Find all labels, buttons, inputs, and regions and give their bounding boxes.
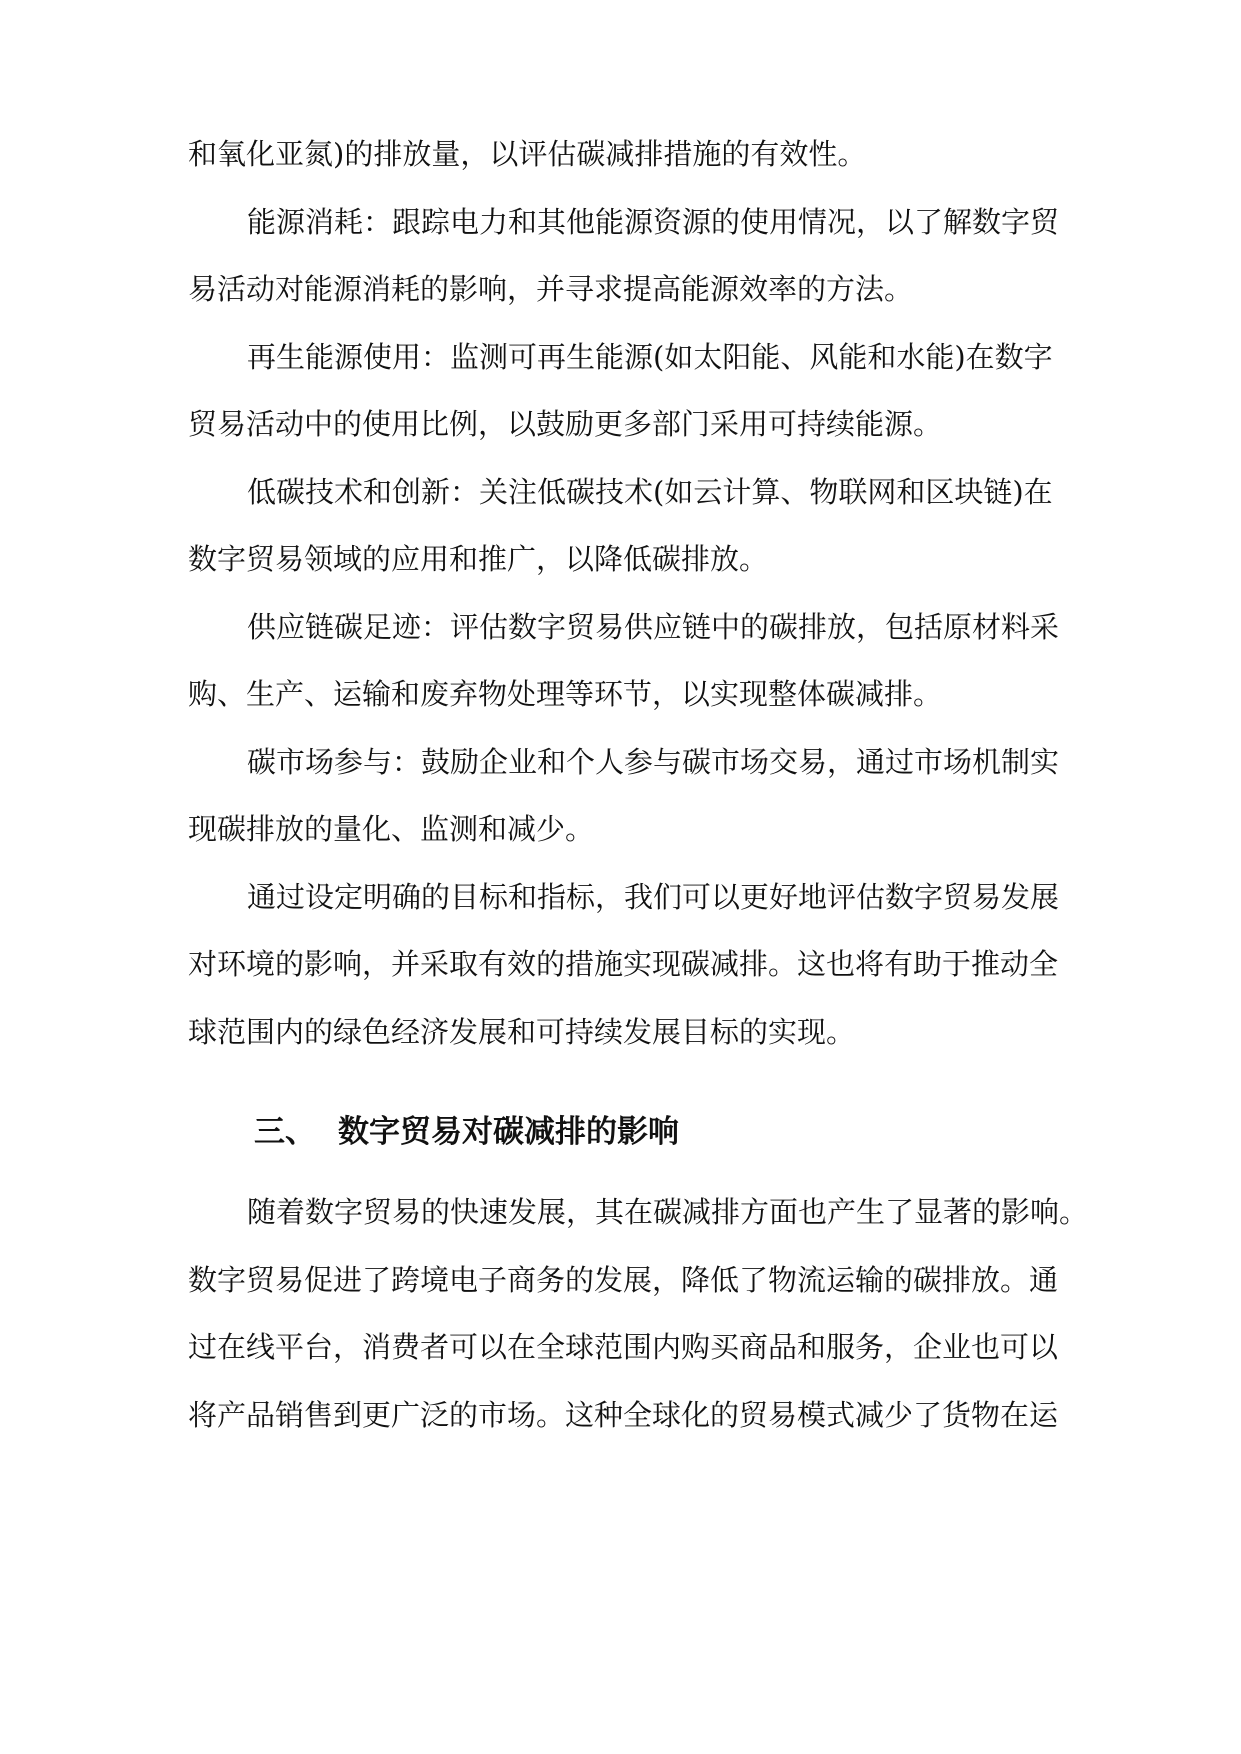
section-heading bbox=[254, 1112, 679, 1152]
paragraph-line: 供应链碳足迹：评估数字贸易供应链中的碳排放，包括原材料采 bbox=[247, 610, 1060, 644]
paragraph-line: 碳市场参与：鼓励企业和个人参与碳市场交易，通过市场机制实 bbox=[247, 745, 1060, 779]
paragraph-line: 购、生产、运输和废弃物处理等环节，以实现整体碳减排。 bbox=[188, 677, 943, 711]
paragraph-line: 再生能源使用：监测可再生能源(如太阳能、风能和水能)在数字 bbox=[247, 340, 1053, 374]
paragraph-line: 随着数字贸易的快速发展，其在碳减排方面也产生了显著的影响。 bbox=[247, 1195, 1089, 1229]
paragraph-line: 将产品销售到更广泛的市场。这种全球化的贸易模式减少了货物在运 bbox=[188, 1398, 1059, 1432]
paragraph-line: 数字贸易促进了跨境电子商务的发展，降低了物流运输的碳排放。通 bbox=[188, 1263, 1059, 1297]
paragraph-line: 易活动对能源消耗的影响，并寻求提高能源效率的方法。 bbox=[188, 272, 914, 306]
paragraph-line: 现碳排放的量化、监测和减少。 bbox=[188, 812, 595, 846]
paragraph-line: 对环境的影响，并采取有效的措施实现碳减排。这也将有助于推动全 bbox=[188, 947, 1059, 981]
paragraph-line: 低碳技术和创新：关注低碳技术(如云计算、物联网和区块链)在 bbox=[247, 475, 1053, 509]
paragraph-line: 球范围内的绿色经济发展和可持续发展目标的实现。 bbox=[188, 1015, 856, 1049]
section-number: 三、 bbox=[254, 1114, 316, 1150]
paragraph-line: 贸易活动中的使用比例，以鼓励更多部门采用可持续能源。 bbox=[188, 407, 943, 441]
section-title: 数字贸易对碳减排的影响 bbox=[338, 1114, 679, 1150]
paragraph-line: 过在线平台，消费者可以在全球范围内购买商品和服务，企业也可以 bbox=[188, 1330, 1059, 1364]
paragraph-line: 能源消耗：跟踪电力和其他能源资源的使用情况，以了解数字贸 bbox=[247, 205, 1060, 239]
paragraph-line: 数字贸易领域的应用和推广，以降低碳排放。 bbox=[188, 542, 769, 576]
paragraph-line: 通过设定明确的目标和指标，我们可以更好地评估数字贸易发展 bbox=[247, 880, 1060, 914]
paragraph-line: 和氧化亚氮)的排放量，以评估碳减排措施的有效性。 bbox=[188, 137, 867, 171]
